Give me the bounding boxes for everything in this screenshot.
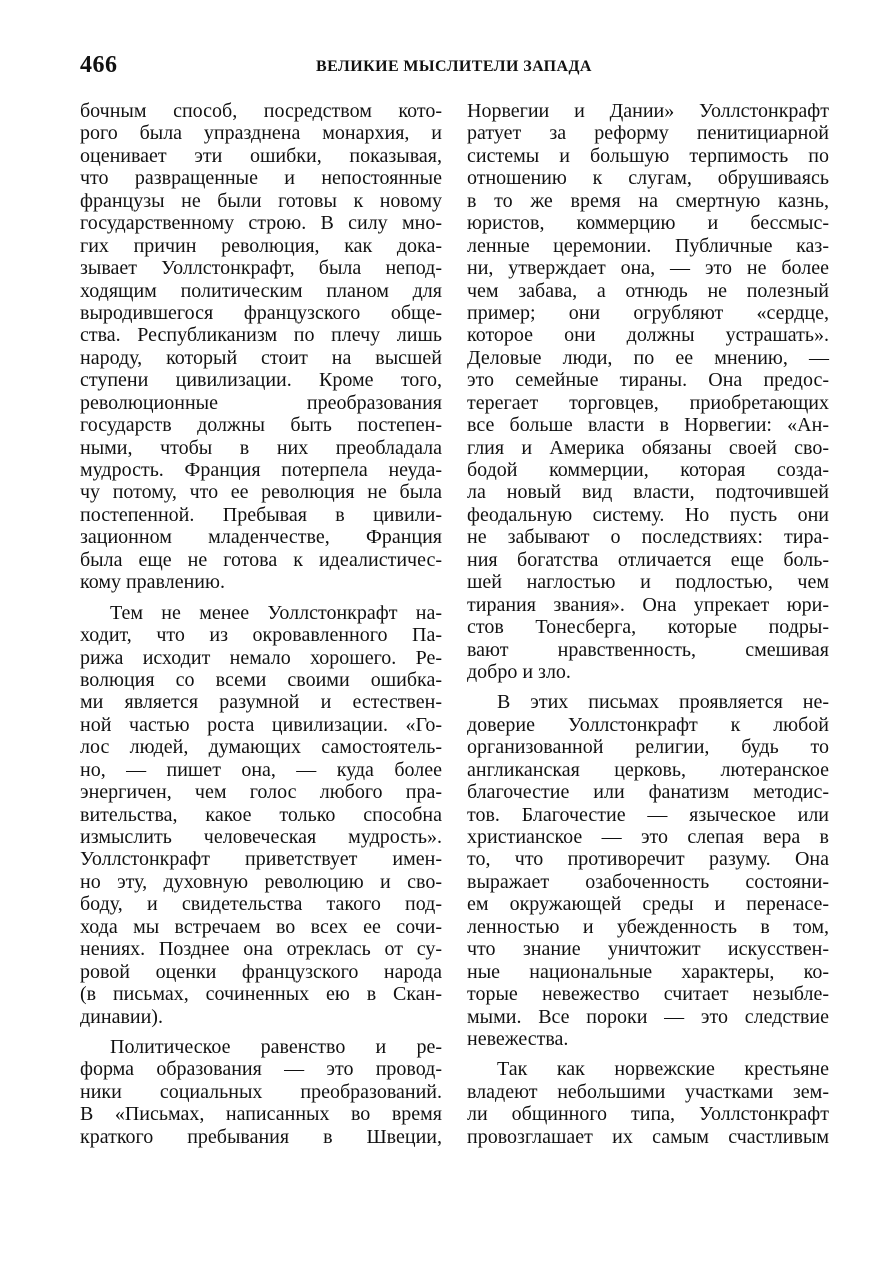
text-line: невежества. xyxy=(467,1027,569,1050)
text-line: ленностью и убежденность в том, xyxy=(467,915,829,938)
running-head: ВЕЛИКИЕ МЫСЛИТЕЛИ ЗАПАДА xyxy=(316,58,592,75)
text-line: бочным способ, посредством кото- xyxy=(80,100,442,122)
text-line: шей наглостью и подлостью, чем xyxy=(467,571,829,594)
text-line: энергичен, чем голос любого пра- xyxy=(80,781,442,804)
text-line: ем окружающей среды и перенасе- xyxy=(467,893,829,916)
text-line: провозглашает их самым счастливым xyxy=(467,1125,829,1148)
text-line: христианское — это слепая вера в xyxy=(467,826,829,848)
text-line: нениях. Позднее она отреклась от су- xyxy=(80,938,442,961)
text-line: рого была упразднена монархия, и xyxy=(80,122,442,145)
text-line: рижа исходит немало хорошего. Ре- xyxy=(80,646,442,669)
text-line: Политическое равенство и ре- xyxy=(110,1035,442,1058)
text-line: Тем не менее Уоллстонкрафт на- xyxy=(110,601,442,624)
text-line: ходящим политическим планом для xyxy=(80,279,442,302)
text-line: ходит, что из окровавленного Па- xyxy=(80,624,442,647)
text-line: оценивает эти ошибки, показывая, xyxy=(80,144,442,167)
text-line: что знание уничтожит искусствен- xyxy=(467,938,829,961)
text-line: ступени цивилизации. Кроме того, xyxy=(80,369,442,392)
page-number: 466 xyxy=(80,52,118,78)
text-line: но эту, духовную революцию и сво- xyxy=(80,870,442,893)
text-line: народу, который стоит на высшей xyxy=(80,346,442,369)
text-line: государств должны быть постепен- xyxy=(80,414,442,437)
text-line: революционные преобразования xyxy=(80,391,442,414)
text-line: ровой оценки французского народа xyxy=(80,960,442,983)
text-line: феодальную систему. Но пусть они xyxy=(467,503,829,526)
text-line: хода мы встречаем во всех ее сочи- xyxy=(80,915,442,938)
text-line: ни, утверждает она, — это не более xyxy=(467,257,829,280)
text-line: которое они должны устрашать». xyxy=(467,324,829,347)
text-line: добро и зло. xyxy=(467,660,571,683)
text-line: пример; они огрубляют «сердце, xyxy=(467,301,829,324)
text-line: ли общинного типа, Уоллстонкрафт xyxy=(467,1103,829,1126)
text-line: вают нравственность, смешивая xyxy=(467,638,829,661)
text-line: но, — пишет она, — куда более xyxy=(80,758,442,781)
text-line: выродившегося французского обще- xyxy=(80,301,442,324)
text-line: В «Письмах, написанных во время xyxy=(80,1103,442,1126)
text-line: ные национальные характеры, ко- xyxy=(467,960,829,983)
text-line: благочестие или фанатизм методис- xyxy=(467,781,829,804)
text-line: владеют небольшими участками зем- xyxy=(467,1080,829,1103)
text-line: ми является разумной и естествен- xyxy=(80,691,442,714)
text-line: что развращенные и непостоянные xyxy=(80,167,442,190)
text-line: англиканская церковь, лютеранское xyxy=(467,758,829,781)
text-line: бодой коммерции, которая созда- xyxy=(467,459,829,481)
text-line: тов. Благочестие — языческое или xyxy=(467,803,829,826)
text-line: не забывают о последствиях: тира- xyxy=(467,526,829,549)
text-line: лос людей, думающих самостоятель- xyxy=(80,736,442,759)
text-line: терегает торговцев, приобретающих xyxy=(467,391,829,414)
text-line: мыми. Все пороки — это следствие xyxy=(467,1005,829,1028)
text-line: ния богатства отличается еще боль- xyxy=(467,548,829,571)
text-line: мудрость. Франция потерпела неуда- xyxy=(80,459,442,481)
text-line: форма образования — это провод- xyxy=(80,1058,442,1081)
text-line: была еще не готова к идеалистичес- xyxy=(80,548,442,571)
text-line: зывает Уоллстонкрафт, была непод- xyxy=(80,257,442,280)
page-header xyxy=(80,52,830,86)
text-line: ники социальных преобразований. xyxy=(80,1080,442,1103)
text-line: ными, чтобы в них преобладала xyxy=(80,436,442,459)
text-line: ла новый вид власти, подточившей xyxy=(467,481,829,504)
text-line: кому правлению. xyxy=(80,571,225,594)
text-line: измыслить человеческая мудрость». xyxy=(80,826,442,848)
text-line: ства. Республиканизм по плечу лишь xyxy=(80,324,442,347)
text-line: постепенной. Пребывая в цивили- xyxy=(80,503,442,526)
text-line: (в письмах, сочиненных ею в Скан- xyxy=(80,983,442,1006)
text-line: краткого пребывания в Швеции, xyxy=(80,1125,442,1148)
text-line: организованной религии, будь то xyxy=(467,736,829,759)
text-line: зационном младенчестве, Франция xyxy=(80,526,442,549)
text-line: то, что противоречит разуму. Она xyxy=(467,848,829,871)
text-line: в то же время на смертную казнь, xyxy=(467,189,829,212)
text-line: стов Тонесберга, которые подры- xyxy=(467,616,829,639)
text-line: выражает озабоченность состояни- xyxy=(467,870,829,893)
text-line: волюция со всеми своими ошибка- xyxy=(80,668,442,691)
text-line: вительства, какое только способна xyxy=(80,803,442,826)
text-line: тирания звания». Она упрекает юри- xyxy=(467,593,829,616)
text-line: это семейные тираны. Она предос- xyxy=(467,369,829,392)
text-line: Норвегии и Дании» Уоллстонкрафт xyxy=(467,100,829,122)
text-line: торые невежество считает незыбле- xyxy=(467,983,829,1006)
text-line: гих причин революция, как дока- xyxy=(80,234,442,257)
text-line: Деловые люди, по ее мнению, — xyxy=(467,346,829,369)
text-line: ленные церемонии. Публичные каз- xyxy=(467,234,829,257)
text-line: ной частью роста цивилизации. «Го- xyxy=(80,713,442,736)
text-line: боду, и свидетельства такого под- xyxy=(80,893,442,916)
text-line: системы и большую терпимость по xyxy=(467,144,829,167)
text-line: Так как норвежские крестьяне xyxy=(497,1058,829,1081)
right-text-column xyxy=(467,100,829,1148)
text-line: глия и Америка обязаны своей сво- xyxy=(467,436,829,459)
text-line: В этих письмах проявляется не- xyxy=(497,691,829,714)
text-line: доверие Уоллстонкрафт к любой xyxy=(467,713,829,736)
text-line: все больше власти в Норвегии: «Ан- xyxy=(467,414,829,437)
text-line: динавии). xyxy=(80,1005,163,1028)
left-text-column xyxy=(80,100,442,1148)
text-line: юристов, коммерцию и бессмыс- xyxy=(467,212,829,235)
text-line: Уоллстонкрафт приветствует имен- xyxy=(80,848,442,871)
text-line: чу потому, что ее революция не была xyxy=(80,481,442,504)
text-line: французы не были готовы к новому xyxy=(80,189,442,212)
text-line: ратует за реформу пенитициарной xyxy=(467,122,829,145)
text-line: отношению к слугам, обрушиваясь xyxy=(467,167,829,190)
text-line: государственному строю. В силу мно- xyxy=(80,212,442,235)
text-line: чем забава, а отнюдь не полезный xyxy=(467,279,829,302)
